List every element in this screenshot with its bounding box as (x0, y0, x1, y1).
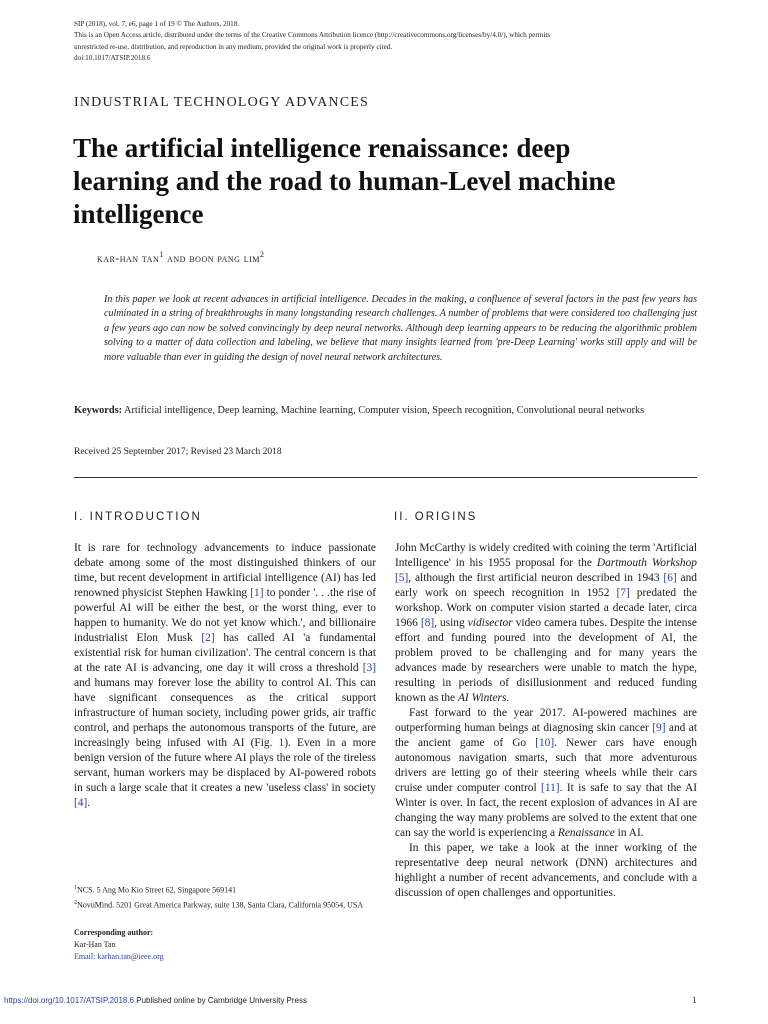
publisher-footer (4, 996, 307, 1005)
citation-link[interactable]: [10] (535, 737, 555, 749)
corresponding-label: Corresponding author: (74, 928, 154, 937)
right-column (395, 541, 697, 901)
page-number: 1 (692, 995, 697, 1005)
header-citation: SIP (2018), vol. 7, e6, page 1 of 19 © The Authors, 2018. (74, 20, 240, 28)
doi-link[interactable]: https://doi.org/10.1017/ATSIP.2018.6 (4, 996, 135, 1005)
citation-link[interactable]: [9] (652, 722, 666, 734)
section-heading-introduction: I. INTRODUCTION (74, 511, 202, 523)
divider (74, 477, 697, 478)
origins-paragraph-1: John McCarthy is widely credited with coining the term 'Artificial Intelligence' in his 1955 proposal for the Dartmouth Workshop [5], although the first artificial neuron described in 1943 [6] and early work on speech recognition in 1952 [7] predated the workshop. Work on computer vision started a decade later, circa 1966 [8], using vidisector video camera tubes. Despite the intense effort and funding poured into the development of AI, the problem proved to be challenging and for many years the advances made by researchers were unable to match the hype, resulting in periods of disillusionment and reduced funding known as the AI Winters. (395, 542, 697, 704)
citation-link[interactable]: [2] (201, 632, 215, 644)
keywords (74, 404, 698, 418)
paper-title: The artificial intelligence renaissance: deep learning and the road to human-Level machine intelligence (73, 133, 616, 229)
figure-link[interactable]: 1 (278, 737, 285, 749)
abstract: In this paper we look at recent advances in artificial intelligence. Decades in the making, a confluence of several factors in the past few years has culminated in a string of breakthroughs in many longstanding research challenges. A number of problems that were considered too challenging just a few years ago can now be solved convincingly by deep neural networks. Although deep learning appears to be reducing the algorithmic problem solving to a matter of data collection and labeling, we believe that many insights learned from 'pre-Deep Learning' works still apply and will be more valuable than ever in guiding the design of novel neural network architectures. (104, 294, 697, 363)
author-2-affil: 2 (259, 250, 265, 259)
corresponding-name: Kar-Han Tan (74, 940, 116, 949)
section-tag: INDUSTRIAL TECHNOLOGY ADVANCES (74, 95, 370, 110)
citation-link[interactable]: [3] (362, 662, 376, 674)
citation-link[interactable]: [5] (395, 572, 409, 584)
corresponding-email-line: Email: karhan.tan@ieee.org (74, 952, 164, 961)
footnotes (74, 882, 376, 911)
citation-link[interactable]: [1] (250, 587, 264, 599)
origins-paragraph-2: Fast forward to the year 2017. AI-powered machines are outperforming human beings at diagnosing skin cancer [9] and at the ancient game of Go [10]. Newer cars have enough autonomous navigation smarts, such that more adventurous drivers are letting go of their steering wheels while their cars cruise under computer control [11]. It is safe to say that the AI Winter is over. In fact, the recent explosion of advances in AI are changing the way many problems are solved to the extent that one can say the world is experiencing a Renaissance in AI. (395, 707, 697, 839)
received-dates: Received 25 September 2017; Revised 23 March 2018 (74, 447, 282, 457)
author-2: boon pang lim (189, 252, 260, 265)
published-note: Published online by Cambridge University Press (134, 996, 307, 1005)
email-link[interactable]: karhan.tan@ieee.org (97, 952, 164, 961)
origins-paragraph-3: In this paper, we take a look at the inner working of the representative deep neural network (DNN) architectures and highlight a number of recent advancements, and conclude with a discussion of open challenges and opportunities. (395, 842, 697, 899)
header-doi: doi:10.1017/ATSIP.2018.6 (74, 54, 151, 63)
journal-header (74, 19, 704, 65)
citation-link[interactable]: [6] (663, 572, 677, 584)
header-license-cont: unrestricted re-use, distribution, and reproduction in any medium, provided the original work is properly cited. (74, 42, 393, 51)
citation-link[interactable]: [4] (74, 797, 88, 809)
keywords-label: Keywords: (74, 405, 123, 416)
keywords-text: Artificial intelligence, Deep learning, Machine learning, Computer vision, Speech recognition, Convolutional neural networks (122, 405, 645, 416)
author-1-affil: 1 (159, 250, 164, 259)
footnote-1: $^1$NCS. 5 Ang Mo Kio Street 62, Singapore 569141 (74, 885, 237, 895)
corresponding-author (74, 927, 376, 963)
author-conjunction: and (163, 252, 190, 265)
citation-link[interactable]: [7] (616, 587, 630, 599)
intro-paragraph: It is rare for technology advancements to induce passionate debate among some of the most distinguished thinkers of our time, but recent development in artificial intelligence (AI) has led renowned physicist Stephen Hawking [1] to ponder '. . .the rise of powerful AI will be either the best, or the worst thing, ever to happen to humanity. We do not yet know which.', and billionaire industrialist Elon Musk [2] has called AI 'a fundamental existential risk for human civilization'. The central concern is that at the rate AI is advancing, one day it will cross a threshold [3] and humans may forever lose the ability to control AI. This can have significant consequences as the critical support infrastructure of human society, including power grids, air traffic control, and perhaps the autonomous transports of the future, are increasingly being infused with AI (Fig. 1). Even in a more benign version of the future where AI plays the role of the tireless servant, human workers may be displaced by AI-powered robots in such a large scale that it creates a new 'useless class' in society [4]. (74, 542, 377, 809)
citation-link[interactable]: [11] (541, 782, 560, 794)
author-1: kar-han tan (97, 252, 160, 265)
left-column (74, 541, 376, 811)
section-heading-origins: II. ORIGINS (394, 511, 478, 523)
footnote-2: $^2$NovuMind. 5201 Great America Parkway, suite 138, Santa Clara, California 95054, USA (74, 899, 364, 910)
citation-link[interactable]: [8] (420, 617, 435, 629)
author-list (97, 250, 264, 265)
header-license: This is an Open Access article, distributed under the terms of the Creative Commons Attribution licence (http://creativecommons.org/licenses/by/4.0/), which permits (74, 31, 551, 40)
